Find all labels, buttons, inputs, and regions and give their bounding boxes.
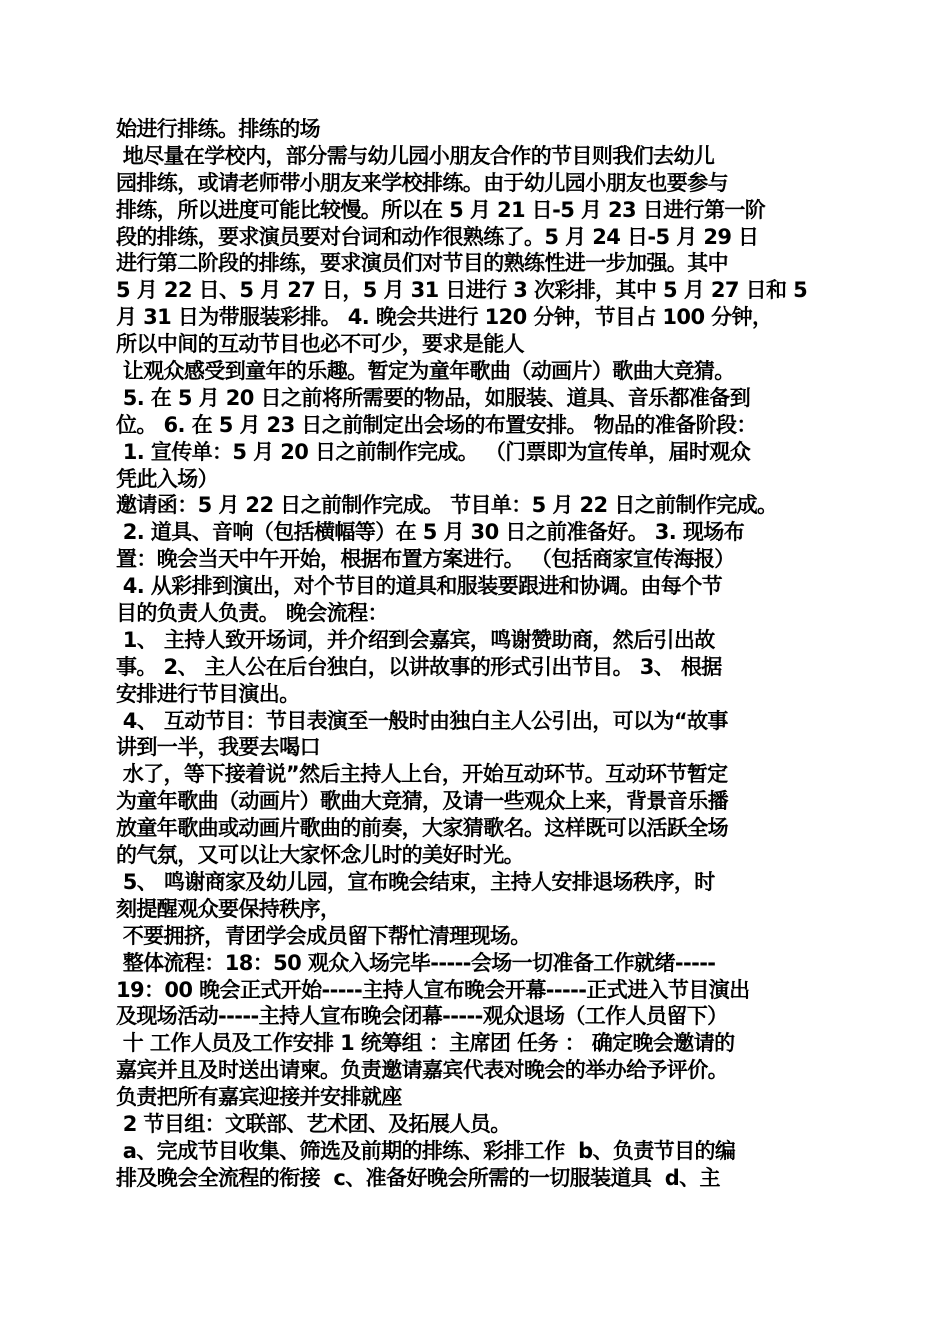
text-line: 5. 在 5 月 20 日之前将所需要的物品，如服装、道具、音乐都准备到 [116, 385, 751, 410]
text-line: 凭此入场） [116, 466, 218, 491]
text-line: 2 节目组：文联部、艺术团、及拓展人员。 [116, 1111, 511, 1136]
text-line: 刻提醒观众要保持秩序， [116, 896, 341, 921]
text-line: 目的负责人负责。 晚会流程： [116, 601, 388, 626]
text-line: 所以中间的互动节目也必不可少，要求是能人 [116, 332, 524, 357]
text-line: 4. 从彩排到演出，对个节目的道具和服装要跟进和协调。由每个节 [116, 574, 723, 599]
text-line: 园排练，或请老师带小朋友来学校排练。由于幼儿园小朋友也要参与 [116, 170, 728, 195]
text-line: 十 工作人员及工作安排 1 统筹组 ：主席团 任务 ： 确定晚会邀请的 [116, 1031, 735, 1056]
text-line: 排及晚会全流程的衔接 c、准备好晚会所需的一切服装道具 d、主 [116, 1165, 720, 1190]
body-text [116, 116, 852, 1192]
text-line: 讲到一半，我要去喝口 [116, 735, 320, 760]
text-line: 4、 互动节目：节目表演至一般时由独白主人公引出，可以为“故事 [116, 708, 728, 733]
text-line: a、完成节目收集、筛选及前期的排练、彩排工作 b、负责节目的编 [116, 1138, 736, 1163]
text-line: 进行第二阶段的排练，要求演员们对节目的熟练性进一步加强。其中 [116, 251, 728, 276]
text-line: 放童年歌曲或动画片歌曲的前奏，大家猜歌名。这样既可以活跃全场 [116, 816, 728, 841]
text-line: 地尽量在学校内，部分需与幼儿园小朋友合作的节目则我们去幼儿 [116, 143, 715, 168]
text-line: 5、 鸣谢商家及幼儿园，宣布晚会结束，主持人安排退场秩序，时 [116, 869, 715, 894]
text-line: 位。 6. 在 5 月 23 日之前制定出会场的布置安排。 物品的准备阶段： [116, 412, 757, 437]
text-line: 19：00 晚会正式开始-----主持人宣布晚会开幕-----正式进入节目演出 [116, 977, 750, 1002]
text-line: 水了，等下接着说”然后主持人上台，开始互动环节。互动环节暂定 [116, 762, 728, 787]
text-line: 排练，所以进度可能比较慢。所以在 5 月 21 日-5 月 23 日进行第一阶 [116, 197, 766, 222]
text-line: 的气氛，又可以让大家怀念儿时的美好时光。 [116, 843, 524, 868]
text-line: 事。 2、 主人公在后台独白，以讲故事的形式引出节目。 3、 根据 [116, 654, 722, 679]
text-line: 负责把所有嘉宾迎接并安排就座 [116, 1085, 402, 1110]
text-line: 整体流程：18：50 观众入场完毕-----会场一切准备工作就绪----- [116, 950, 716, 975]
text-line: 及现场活动-----主持人宣布晚会闭幕-----观众退场（工作人员留下） [116, 1004, 728, 1029]
text-line: 段的排练，要求演员要对台词和动作很熟练了。5 月 24 日-5 月 29 日 [116, 224, 759, 249]
text-line: 月 31 日为带服装彩排。 4. 晚会共进行 120 分钟，节目占 100 分钟， [116, 305, 773, 330]
text-line: 2. 道具、音响（包括横幅等）在 5 月 30 日之前准备好。 3. 现场布 [116, 520, 745, 545]
text-line: 不要拥挤，青团学会成员留下帮忙清理现场。 [116, 923, 531, 948]
text-line: 置：晚会当天中午开始，根据布置方案进行。 （包括商家宣传海报） [116, 547, 735, 572]
text-line: 嘉宾并且及时送出请柬。负责邀请嘉宾代表对晚会的举办给予评价。 [116, 1058, 728, 1083]
text-line: 5 月 22 日、5 月 27 日，5 月 31 日进行 3 次彩排，其中 5 月 27 日和 5 [116, 278, 808, 303]
text-line: 为童年歌曲（动画片）歌曲大竞猜，及请一些观众上来，背景音乐播 [116, 789, 728, 814]
text-line: 让观众感受到童年的乐趣。暂定为童年歌曲（动画片）歌曲大竞猜。 [116, 359, 735, 384]
text-line: 邀请函：5 月 22 日之前制作完成。 节目单：5 月 22 日之前制作完成。 [116, 493, 778, 518]
text-line: 始进行排练。排练的场 [116, 117, 320, 141]
text-line: 1. 宣传单：5 月 20 日之前制作完成。 （门票即为宣传单，届时观众 [116, 439, 751, 464]
text-line: 1、 主持人致开场词，并介绍到会嘉宾，鸣谢赞助商，然后引出故 [116, 627, 715, 652]
text-line: 安排进行节目演出。 [116, 681, 300, 706]
